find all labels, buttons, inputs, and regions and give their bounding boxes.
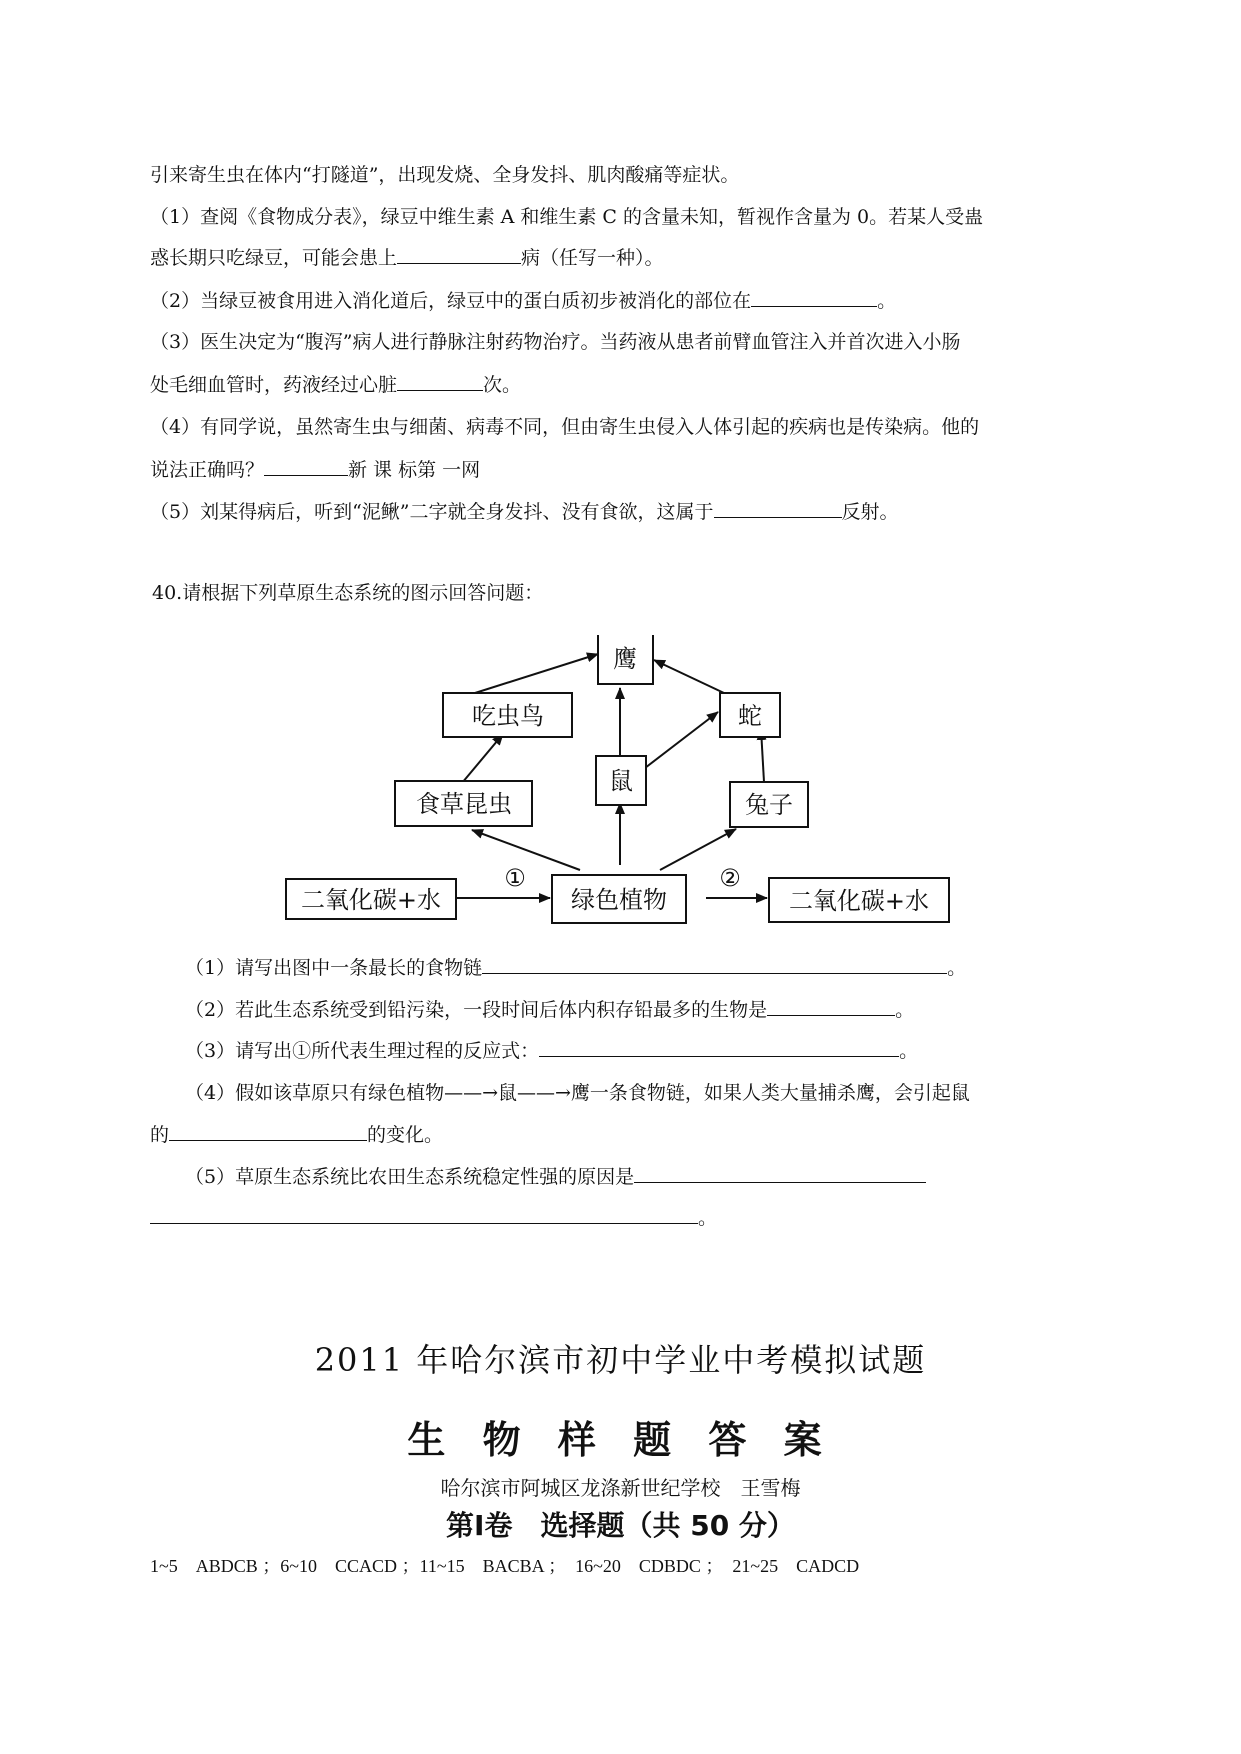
q40-sub1-text: （1）请写出图中一条最长的食物链 xyxy=(185,957,483,979)
q40-sub2-text: （2）若此生态系统受到铅污染，一段时间后体内积存铅最多的生物是 xyxy=(185,999,768,1021)
green-plant-label: 绿色植物 xyxy=(571,886,667,914)
q39-sub4-line2 xyxy=(150,457,480,482)
arrow-mouse-to-snake xyxy=(645,712,718,768)
q39-sub2-text: （2）当绿豆被食用进入消化道后，绿豆中的蛋白质初步被消化的部位在 xyxy=(150,290,752,312)
herbivore-insect-label: 食草昆虫 xyxy=(416,790,512,818)
answer-blank[interactable] xyxy=(397,245,521,264)
marker-2-label: ② xyxy=(719,864,741,892)
answer-blank[interactable] xyxy=(150,1205,698,1224)
exam-title-text: 2011 年哈尔滨市初中学业中考模拟试题 xyxy=(314,1341,927,1379)
q39-sub3-text-after: 次。 xyxy=(483,374,522,396)
q39-sub3-line1 xyxy=(150,330,961,354)
answer-blank[interactable] xyxy=(539,1038,899,1057)
mouse-label: 鼠 xyxy=(609,767,633,795)
q40-sub5-line1 xyxy=(185,1164,926,1189)
q39-sub3-text: （3）医生决定为“腹泻”病人进行静脉注射药物治疗。当药液从患者前臂血管注入并首次进入小肠 xyxy=(150,331,961,353)
answers-line xyxy=(150,1554,859,1578)
q39-sub4-text-before: 说法正确吗？ xyxy=(150,459,265,481)
exam-title xyxy=(0,1340,1241,1380)
q40-sub4-text-before: 的 xyxy=(150,1124,170,1146)
q40-heading xyxy=(152,581,543,605)
q40-sub5-text-after: 。 xyxy=(698,1207,718,1229)
q39-sub4-text-after: 新 课 标第 一网 xyxy=(348,459,481,481)
q39-sub4-text: （4）有同学说，虽然寄生虫与细菌、病毒不同，但由寄生虫侵入人体引起的疾病也是传染病。他的 xyxy=(150,416,980,438)
answer-blank[interactable] xyxy=(767,997,895,1016)
subject-title xyxy=(0,1417,1241,1463)
q39-sub5-text-after: 反射。 xyxy=(841,501,899,523)
q40-sub1-line xyxy=(185,955,966,980)
q40-sub4-text-after: 的变化。 xyxy=(367,1124,444,1146)
rabbit-label: 兔子 xyxy=(745,791,793,819)
answer-blank[interactable] xyxy=(714,499,842,518)
q39-sub1-line1 xyxy=(150,205,983,229)
q39-sub5-line xyxy=(150,499,899,524)
snake-label: 蛇 xyxy=(738,702,762,730)
answer-blank[interactable] xyxy=(264,457,348,476)
q39-sub1-line2 xyxy=(150,245,664,270)
q39-sub2-line xyxy=(150,288,896,313)
answer-blank[interactable] xyxy=(482,955,947,974)
answer-blank[interactable] xyxy=(751,288,877,307)
q40-sub3-text-after: 。 xyxy=(899,1040,919,1062)
arrow-insect-to-bird xyxy=(462,734,503,783)
arrow-plant-to-insect xyxy=(472,830,580,870)
q40-sub3-line xyxy=(185,1038,918,1063)
arrow-snake-to-eagle xyxy=(654,660,724,693)
subject-title-text: 生 物 样 题 答 案 xyxy=(407,1418,834,1462)
q39-sub1-text-before: 惑长期只吃绿豆，可能会患上 xyxy=(150,247,398,269)
q40-sub2-text-after: 。 xyxy=(895,999,915,1021)
section-title-text: 第Ⅰ卷 选择题（共 50 分） xyxy=(446,1509,795,1542)
q40-sub4-line1 xyxy=(185,1081,970,1105)
q39-sub2-text-after: 。 xyxy=(877,290,897,312)
q39-sub5-text: （5）刘某得病后，听到“泥鳅”二字就全身发抖、没有食欲，这属于 xyxy=(150,501,714,523)
q40-heading-text: 40.请根据下列草原生态系统的图示回答问题： xyxy=(152,582,544,604)
q39-sub3-text-before: 处毛细血管时，药液经过心脏 xyxy=(150,374,398,396)
q39-intro-line xyxy=(150,163,739,187)
q40-sub3-text: （3）请写出①所代表生理过程的反应式： xyxy=(185,1040,540,1062)
answer-blank[interactable] xyxy=(169,1122,367,1141)
insect-bird-label: 吃虫鸟 xyxy=(472,702,544,730)
answer-blank[interactable] xyxy=(634,1164,926,1183)
marker-1-label: ① xyxy=(504,864,526,892)
author-line xyxy=(0,1475,1241,1501)
answer-blank[interactable] xyxy=(397,372,483,391)
q39-intro-text: 引来寄生虫在体内“打隧道”，出现发烧、全身发抖、肌肉酸痛等症状。 xyxy=(150,164,740,186)
food-web-diagram xyxy=(280,635,980,930)
q40-sub4-text: （4）假如该草原只有绿色植物——→鼠——→鹰一条食物链，如果人类大量捕杀鹰，会引起鼠 xyxy=(185,1082,970,1104)
q40-sub1-text-after: 。 xyxy=(947,957,967,979)
eagle-label: 鹰 xyxy=(613,645,637,673)
arrow-bird-to-eagle xyxy=(475,654,598,693)
co2-water-right-label: 二氧化碳+水 xyxy=(788,887,930,915)
author-text: 哈尔滨市阿城区龙涤新世纪学校 王雪梅 xyxy=(440,1476,801,1500)
q39-sub3-line2 xyxy=(150,372,521,397)
q40-sub5-line2 xyxy=(150,1205,717,1230)
q40-sub5-text: （5）草原生态系统比农田生态系统稳定性强的原因是 xyxy=(185,1166,635,1188)
q39-sub1-text-after: 病（任写一种）。 xyxy=(521,247,664,269)
q40-sub4-line2 xyxy=(150,1122,443,1147)
answers-text: 1~5 ABDCB ；6~10 CCACD ；11~15 BACBA ； 16~20 CDBDC ； 21~25 CADCD xyxy=(150,1556,860,1576)
q39-sub4-line1 xyxy=(150,415,979,439)
co2-water-left-label: 二氧化碳+水 xyxy=(300,886,442,914)
q40-sub2-line xyxy=(185,997,914,1022)
q39-sub1-text: （1）查阅《食物成分表》，绿豆中维生素 A 和维生素 C 的含量未知，暂视作含量为 0。若某人受蛊 xyxy=(150,206,984,228)
section-title xyxy=(0,1508,1241,1544)
